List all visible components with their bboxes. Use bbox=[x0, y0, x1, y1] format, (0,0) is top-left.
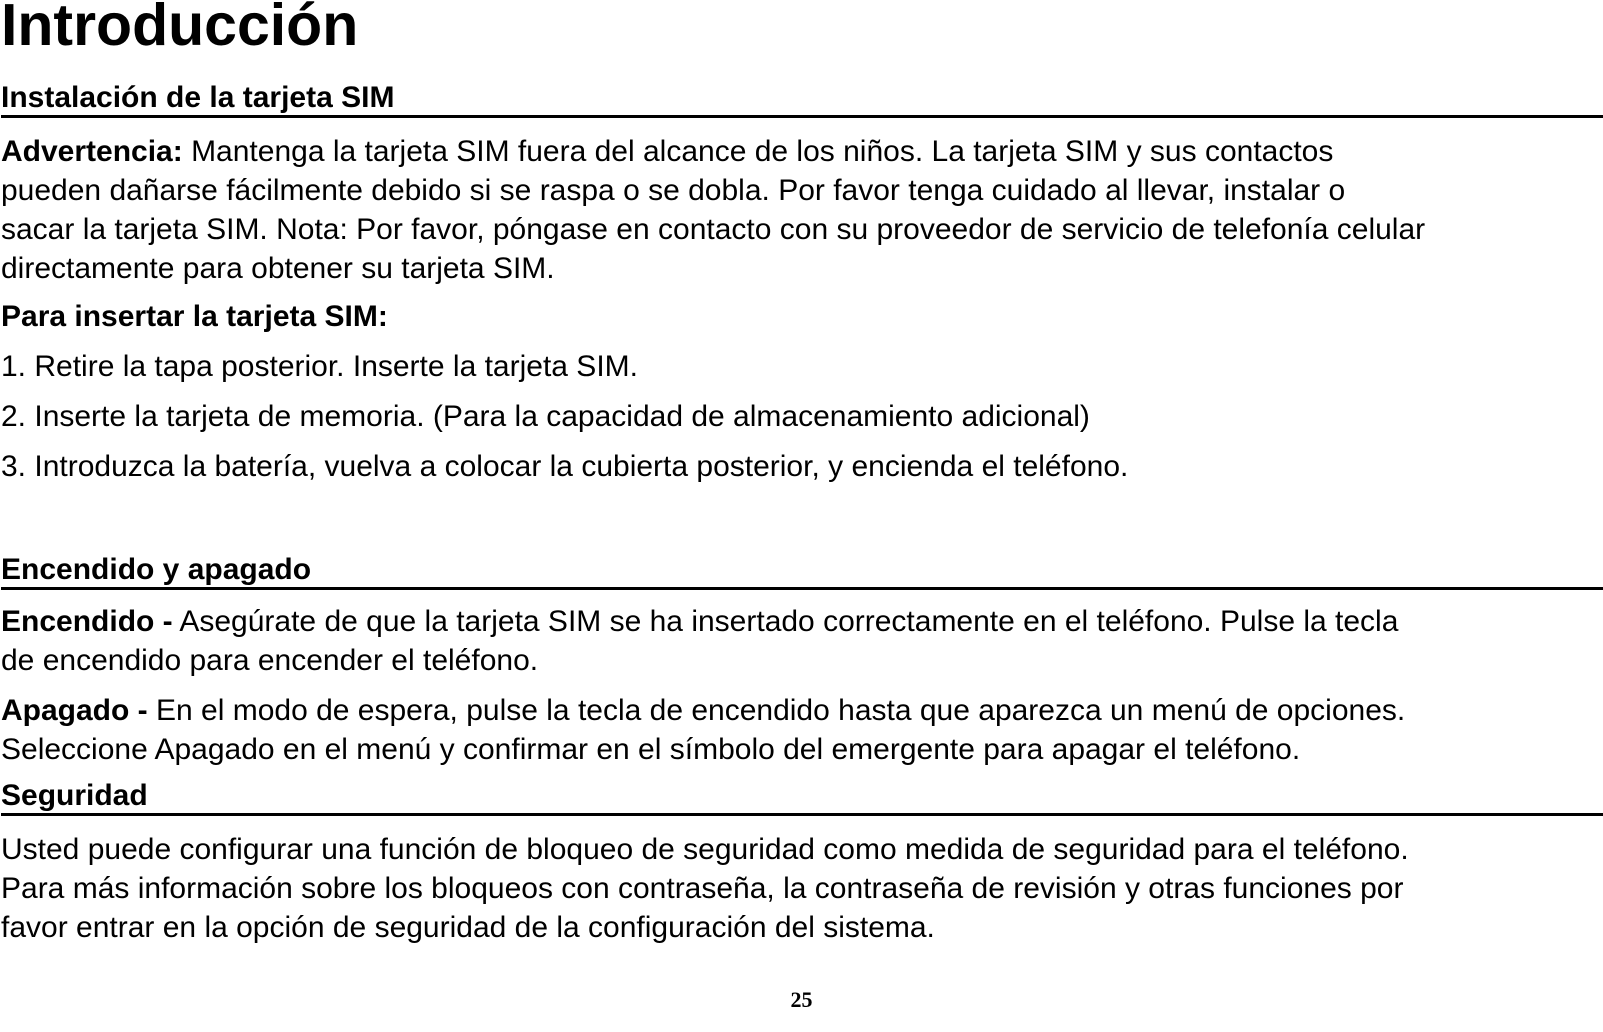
sim-warning-line-1 bbox=[1, 132, 1601, 171]
warning-text-1: Mantenga la tarjeta SIM fuera del alcance de los niños. La tarjeta SIM y sus contactos bbox=[182, 135, 1334, 168]
security-line-1: Usted puede configurar una función de bloqueo de seguridad como medida de seguridad para el teléfono. bbox=[1, 833, 1409, 866]
sim-warning-line-3: sacar la tarjeta SIM. Nota: Por favor, póngase en contacto con su proveedor de servicio de telefonía celular bbox=[1, 213, 1426, 246]
power-on-label: Encendido - bbox=[1, 605, 173, 638]
sim-warning-paragraph bbox=[1, 132, 1601, 288]
power-off-line-1 bbox=[1, 691, 1601, 730]
power-off-label: Apagado - bbox=[1, 694, 148, 727]
security-line-3: favor entrar en la opción de seguridad de la configuración del sistema. bbox=[1, 911, 935, 944]
page-title: Introducción bbox=[1, 0, 359, 58]
warning-label: Advertencia: bbox=[1, 135, 183, 168]
section-heading-sim: Instalación de la tarjeta SIM bbox=[1, 81, 1603, 118]
security-line-2: Para más información sobre los bloqueos con contraseña, la contraseña de revisión y otras funciones por bbox=[1, 872, 1404, 905]
sim-warning-line-4: directamente para obtener su tarjeta SIM. bbox=[1, 252, 555, 285]
step-item-1: 1. Retire la tapa posterior. Inserte la tarjeta SIM. bbox=[1, 350, 638, 383]
security-paragraph bbox=[1, 830, 1601, 947]
power-on-text-1: Asegúrate de que la tarjeta SIM se ha insertado correctamente en el teléfono. Pulse la tecla bbox=[172, 605, 1399, 638]
power-on-line-1 bbox=[1, 602, 1601, 641]
page-number: 25 bbox=[790, 987, 813, 1012]
step-item-3: 3. Introduzca la batería, vuelva a colocar la cubierta posterior, y encienda el teléfono. bbox=[1, 450, 1129, 483]
sim-warning-line-2: pueden dañarse fácilmente debido si se raspa o se dobla. Por favor tenga cuidado al llevar, instalar o bbox=[1, 174, 1346, 207]
power-off-line-2: Seleccione Apagado en el menú y confirmar en el símbolo del emergente para apagar el teléfono. bbox=[1, 733, 1301, 766]
power-on-paragraph bbox=[1, 602, 1601, 680]
section-heading-security: Seguridad bbox=[1, 779, 1603, 816]
step-item-2: 2. Inserte la tarjeta de memoria. (Para la capacidad de almacenamiento adicional) bbox=[1, 400, 1090, 433]
power-on-line-2: de encendido para encender el teléfono. bbox=[1, 644, 539, 677]
section-heading-power: Encendido y apagado bbox=[1, 553, 1603, 590]
power-off-paragraph bbox=[1, 691, 1601, 769]
power-off-text-1: En el modo de espera, pulse la tecla de encendido hasta que aparezca un menú de opciones. bbox=[147, 694, 1406, 727]
insert-sim-heading: Para insertar la tarjeta SIM: bbox=[1, 300, 388, 333]
